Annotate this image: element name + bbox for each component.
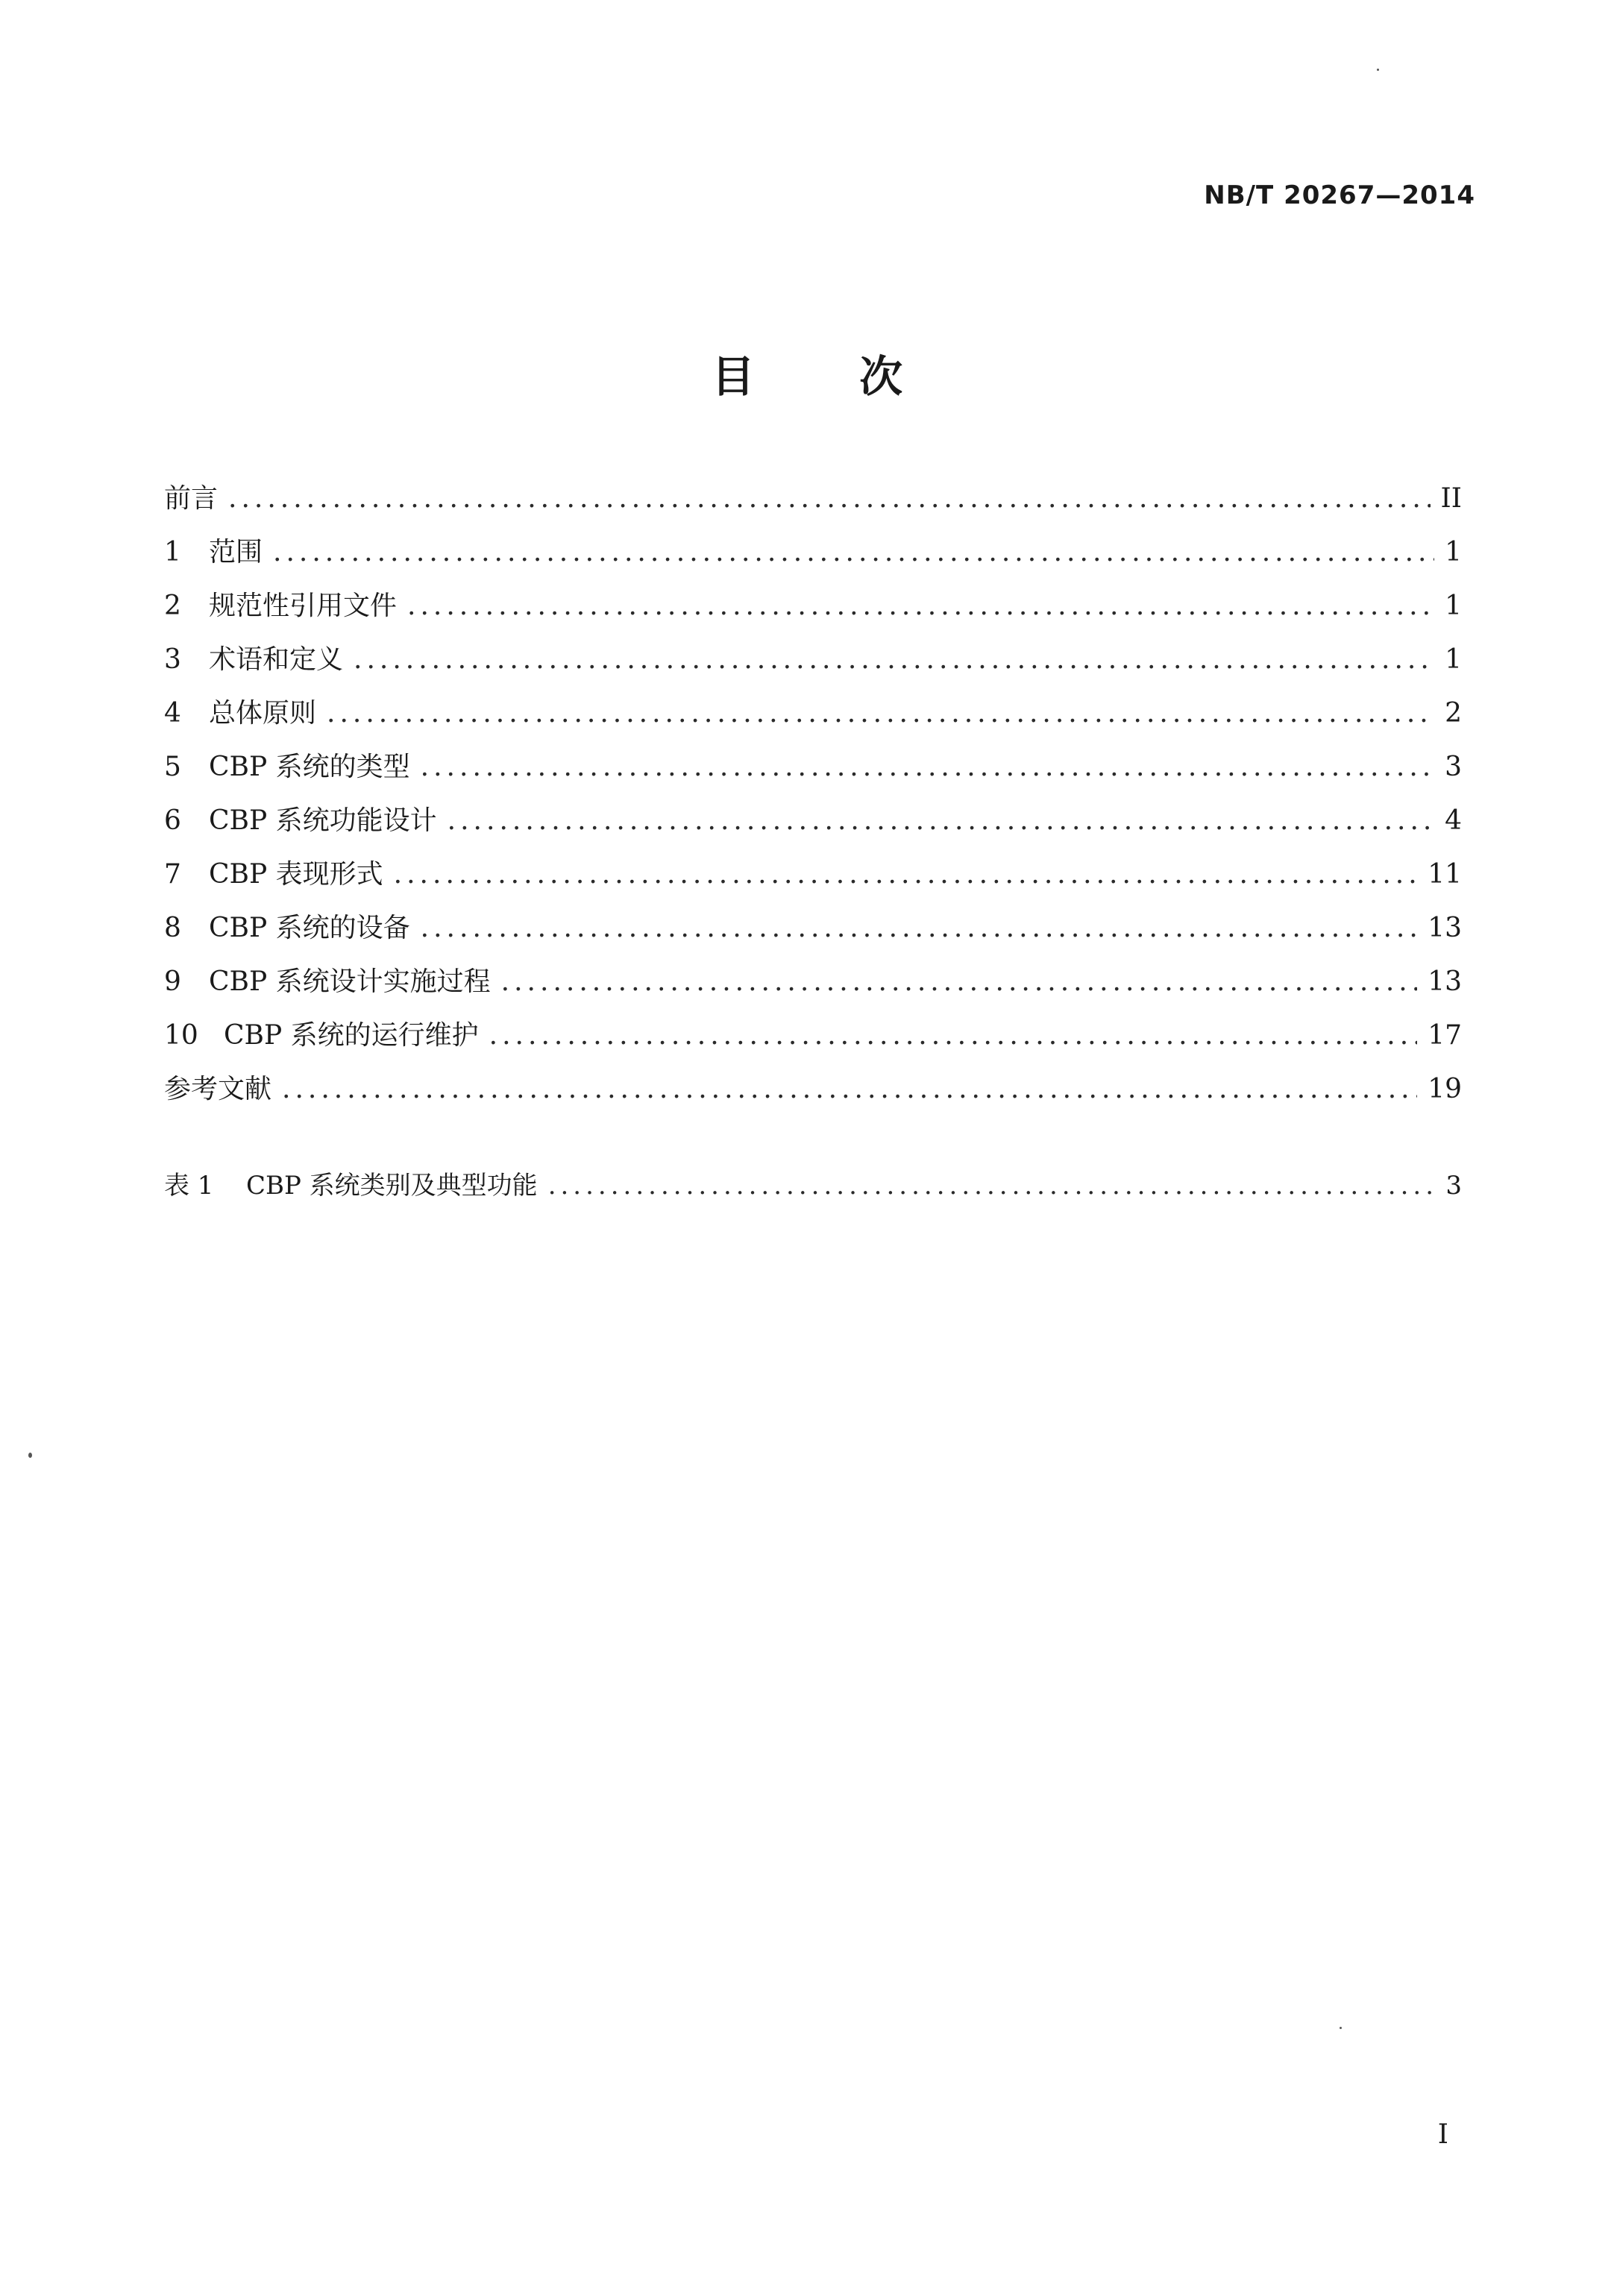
toc-entry-number: 2 — [164, 591, 181, 621]
toc-entry-page: 17 — [1428, 1020, 1462, 1051]
toc-entry-label: 参考文献 — [164, 1074, 272, 1104]
dot-leader — [501, 966, 1418, 997]
toc-entry-3[interactable] — [164, 638, 1462, 692]
dot-leader — [327, 698, 1434, 729]
toc-entry-label: CBP 系统设计实施过程 — [209, 966, 491, 997]
toc-entry-1[interactable] — [164, 531, 1462, 585]
toc-entry-label: CBP 系统的运行维护 — [224, 1020, 479, 1051]
dot-leader — [448, 805, 1434, 836]
toc-entry-page: 13 — [1428, 966, 1462, 997]
dot-leader — [273, 537, 1434, 567]
toc-entry-label: 前言 — [164, 483, 219, 514]
toc-entry-label: 范围 — [209, 537, 263, 567]
table-entry-1[interactable] — [164, 1165, 1462, 1218]
toc-entry-5[interactable] — [164, 746, 1462, 799]
standard-code: NB/T 20267—2014 — [1204, 180, 1475, 210]
toc-entry-label: CBP 系统的设备 — [209, 913, 410, 943]
toc-entry-number: 4 — [164, 698, 181, 729]
table-of-contents — [164, 477, 1462, 1122]
table-entry-page: 3 — [1445, 1171, 1462, 1201]
toc-entry-number: 10 — [164, 1020, 198, 1051]
toc-entry-label: 规范性引用文件 — [209, 591, 398, 621]
toc-entry-4[interactable] — [164, 692, 1462, 746]
dot-leader — [548, 1171, 1436, 1201]
toc-entry-page: 19 — [1428, 1074, 1462, 1104]
toc-entry-number: 7 — [164, 859, 181, 890]
toc-entry-number: 1 — [164, 537, 181, 567]
toc-entry-7[interactable] — [164, 853, 1462, 907]
page-title: 目 次 — [711, 351, 948, 402]
toc-entry-number: 6 — [164, 805, 181, 836]
toc-entry-2[interactable] — [164, 585, 1462, 638]
toc-entry-8[interactable] — [164, 907, 1462, 960]
toc-entry-number: 5 — [164, 752, 181, 782]
dot-leader — [489, 1020, 1418, 1051]
toc-entry-label: CBP 系统的类型 — [209, 752, 410, 782]
toc-entry-page: 1 — [1445, 591, 1462, 621]
dot-leader — [421, 913, 1418, 943]
toc-entry-label: CBP 系统功能设计 — [209, 805, 437, 836]
toc-entry-page: 13 — [1428, 913, 1462, 943]
dot-leader — [421, 752, 1434, 782]
dot-leader — [394, 859, 1418, 890]
dot-leader — [407, 591, 1434, 621]
toc-entry-6[interactable] — [164, 799, 1462, 853]
toc-entry-10[interactable] — [164, 1014, 1462, 1068]
toc-entry-page: 2 — [1445, 698, 1462, 729]
table-entry-label: CBP 系统类别及典型功能 — [246, 1171, 538, 1201]
page-number: I — [1437, 2119, 1448, 2150]
dot-leader — [282, 1074, 1417, 1104]
dot-leader — [354, 644, 1434, 675]
toc-entry-page: 11 — [1428, 859, 1462, 890]
toc-entry-page: 4 — [1445, 805, 1462, 836]
dot-leader — [228, 483, 1431, 514]
toc-entry-number: 3 — [164, 644, 181, 675]
toc-entry-number: 8 — [164, 913, 181, 943]
toc-entry-page: II — [1440, 483, 1462, 514]
toc-entry-page: 3 — [1445, 752, 1462, 782]
toc-entry-number: 9 — [164, 966, 181, 997]
toc-entry-foreword[interactable] — [164, 477, 1462, 531]
list-of-tables — [164, 1165, 1462, 1218]
toc-entry-label: CBP 表现形式 — [209, 859, 383, 890]
toc-entry-page: 1 — [1445, 537, 1462, 567]
table-entry-number: 表 1 — [164, 1171, 214, 1201]
toc-entry-label: 术语和定义 — [209, 644, 344, 675]
toc-entry-9[interactable] — [164, 960, 1462, 1014]
toc-entry-bibliography[interactable] — [164, 1068, 1462, 1122]
toc-entry-page: 1 — [1445, 644, 1462, 675]
scan-speck — [1340, 2027, 1342, 2029]
toc-entry-label: 总体原则 — [209, 698, 317, 729]
scan-speck — [1377, 69, 1379, 71]
scan-speck — [28, 1453, 32, 1458]
